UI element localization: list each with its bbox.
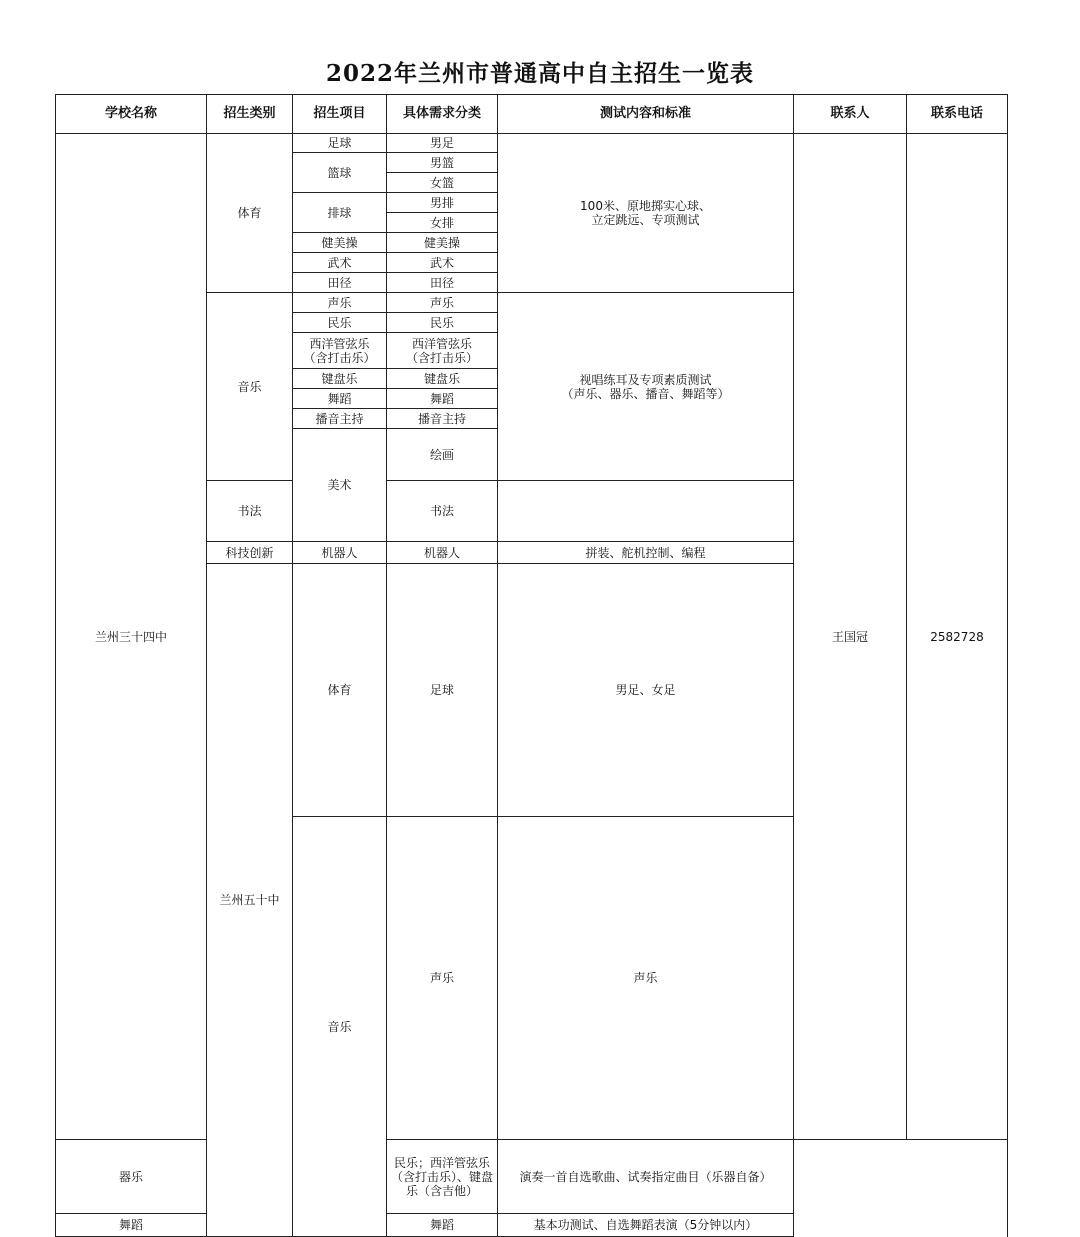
subclass-cell: 健美操	[387, 233, 498, 253]
project-cell: 播音主持	[293, 409, 387, 429]
subclass-cell: 键盘乐	[387, 369, 498, 389]
category-cell: 科技创新	[207, 542, 293, 564]
subclass-cell: 舞蹈	[387, 1214, 498, 1237]
table-row	[56, 1214, 1008, 1237]
admissions-table	[55, 94, 1008, 1237]
subclass-cell: 舞蹈	[387, 389, 498, 409]
subclass-cell: 书法	[387, 481, 498, 542]
subclass-cell: 男足	[387, 134, 498, 153]
category-cell: 美术	[293, 429, 387, 542]
test-cell: 基本功测试、自选舞蹈表演（5分钟以内）	[498, 1214, 794, 1237]
project-cell: 舞蹈	[293, 389, 387, 409]
school-name: 兰州五十中	[207, 564, 293, 1237]
project-cell: 器乐	[56, 1140, 207, 1214]
project-cell: 键盘乐	[293, 369, 387, 389]
subclass-cell: 民乐	[387, 313, 498, 333]
header-phone: 联系电话	[907, 95, 1008, 134]
test-cell: 100米、原地掷实心球、 立定跳远、专项测试	[498, 134, 794, 293]
category-cell: 音乐	[207, 293, 293, 481]
contact-cell: 王国冠	[794, 134, 907, 1140]
project-cell: 书法	[207, 481, 293, 542]
header-school: 学校名称	[56, 95, 207, 134]
phone-cell: 2582728	[907, 134, 1008, 1140]
test-cell: 视唱练耳及专项素质测试 （声乐、器乐、播音、舞蹈等）	[498, 293, 794, 481]
category-cell: 体育	[207, 134, 293, 293]
project-cell: 绘画	[387, 429, 498, 481]
table-row	[56, 1140, 1008, 1214]
school-name: 兰州三十四中	[56, 134, 207, 1140]
project-cell: 武术	[293, 253, 387, 273]
header-category: 招生类别	[207, 95, 293, 134]
subclass-cell: 女排	[387, 213, 498, 233]
subclass-cell: 男足、女足	[498, 564, 794, 817]
project-cell: 西洋管弦乐 （含打击乐）	[293, 333, 387, 369]
table-row	[56, 134, 1008, 153]
project-cell: 田径	[293, 273, 387, 293]
project-cell: 民乐	[293, 313, 387, 333]
subclass-cell: 播音主持	[387, 409, 498, 429]
subclass-cell: 女篮	[387, 173, 498, 193]
project-cell: 舞蹈	[56, 1214, 207, 1237]
test-cell: 拼装、舵机控制、编程	[498, 542, 794, 564]
project-cell: 健美操	[293, 233, 387, 253]
subclass-cell: 武术	[387, 253, 498, 273]
category-cell: 音乐	[293, 817, 387, 1237]
subclass-cell: 声乐	[387, 293, 498, 313]
header-contact: 联系人	[794, 95, 907, 134]
project-cell: 足球	[293, 134, 387, 153]
subclass-cell: 田径	[387, 273, 498, 293]
project-cell: 声乐	[293, 293, 387, 313]
subclass-cell: 声乐	[498, 817, 794, 1140]
subclass-cell: 民乐；西洋管弦乐（含打击乐）、键盘乐（含吉他）	[387, 1140, 498, 1214]
project-cell: 篮球	[293, 153, 387, 193]
page-title: 2022年兰州市普通高中自主招生一览表	[325, 60, 754, 87]
test-cell: 演奏一首自选歌曲、试奏指定曲目（乐器自备）	[498, 1140, 794, 1214]
header-subclass: 具体需求分类	[387, 95, 498, 134]
project-cell: 声乐	[387, 817, 498, 1140]
category-cell: 体育	[293, 564, 387, 817]
header-project: 招生项目	[293, 95, 387, 134]
project-cell: 机器人	[293, 542, 387, 564]
subclass-cell: 机器人	[387, 542, 498, 564]
project-cell: 足球	[387, 564, 498, 817]
subclass-cell: 西洋管弦乐 （含打击乐）	[387, 333, 498, 369]
subclass-cell: 男排	[387, 193, 498, 213]
table-header-row	[56, 95, 1008, 134]
header-test: 测试内容和标准	[498, 95, 794, 134]
project-cell: 排球	[293, 193, 387, 233]
subclass-cell: 男篮	[387, 153, 498, 173]
